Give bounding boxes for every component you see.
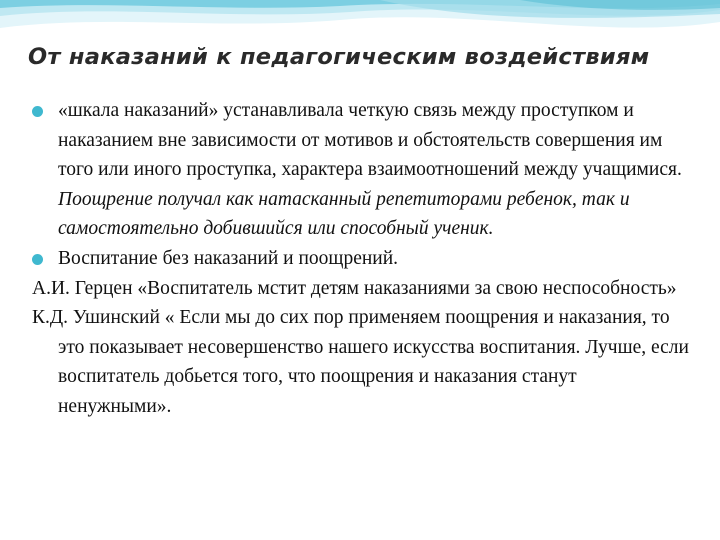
slide-body <box>32 96 692 422</box>
bullet-italic-text-1: Поощрение получал как натасканный репетиторами ребенок, так и самостоятельно добившийся или способный ученик. <box>58 188 630 240</box>
bullet-item-1 <box>32 96 692 244</box>
quote-ushinsky: К.Д. Ушинский « Если мы до сих пор применяем поощрения и наказания, то это показывает несовершенство нашего искусства воспитания. Лучше, если воспитатель добьется того, что поощрения и наказания станут ненужными». <box>32 307 689 417</box>
bullet-text-2: Воспитание без наказаний и поощрений. <box>58 247 399 269</box>
quote-herzen: А.И. Герцен «Воспитатель мстит детям наказаниями за свою неспособность» <box>32 277 677 299</box>
bullet-dot-icon <box>32 254 43 265</box>
bullet-text-1: «шкала наказаний» устанавливала четкую связь между проступком и наказанием вне зависимости от мотивов и обстоятельств совершения им того или иного проступка, характера взаимоотношений между учащимися. <box>58 100 682 181</box>
bullet-dot-icon <box>32 106 43 117</box>
bullet-item-2 <box>32 244 692 274</box>
slide-title: От наказаний к педагогическим воздействиям <box>28 44 650 70</box>
